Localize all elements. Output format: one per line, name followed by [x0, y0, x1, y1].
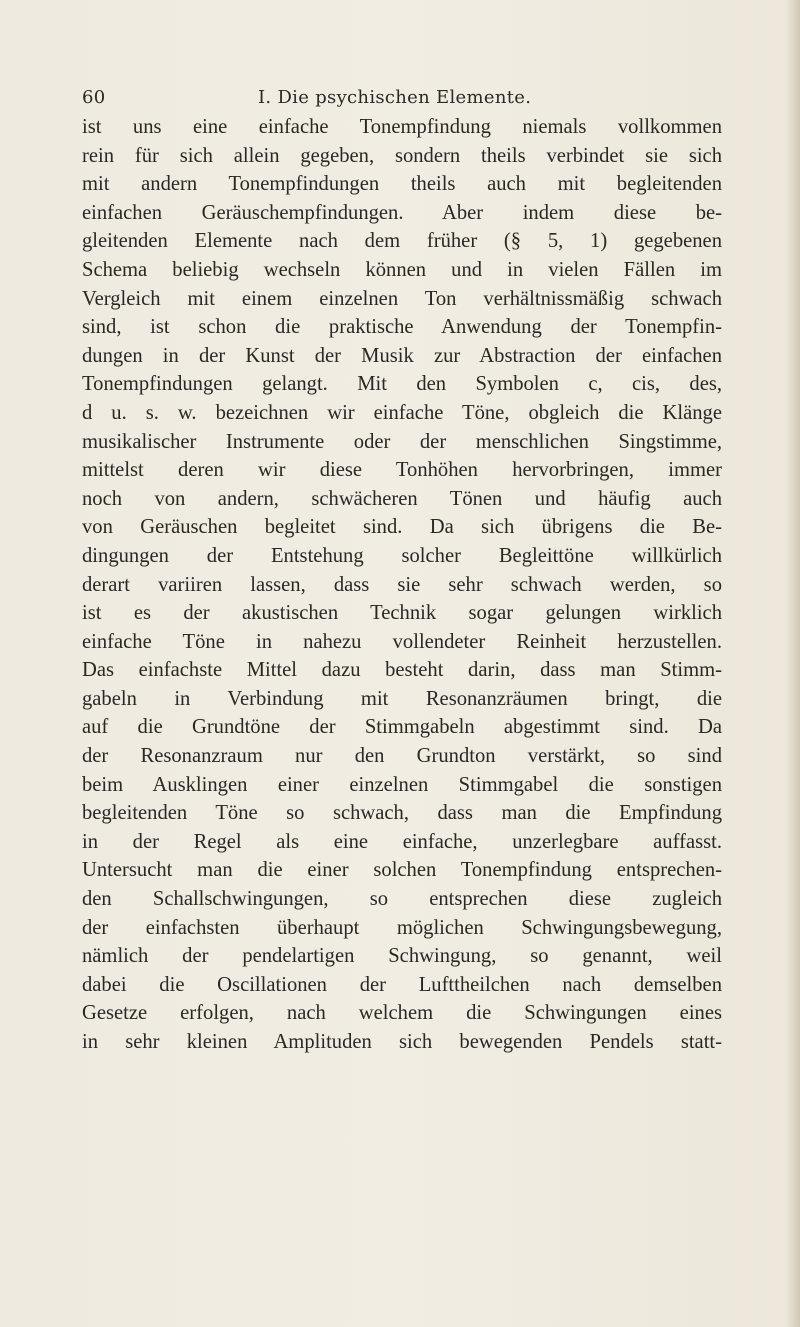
- text-line: derart variiren lassen, dass sie sehr schwach werden, so: [82, 573, 722, 596]
- text-line: gabeln in Verbindung mit Resonanzräumen bringt, die: [82, 687, 722, 710]
- text-line: mit andern Tonempfindungen theils auch mit begleitenden: [82, 173, 722, 196]
- text-line: sind, ist schon die praktische Anwendung der Tonempfin-: [82, 316, 722, 339]
- text-line: mittelst deren wir diese Tonhöhen hervorbringen, immer: [82, 459, 722, 482]
- text-line: nämlich der pendelartigen Schwingung, so genannt, weil: [82, 945, 722, 968]
- page-header: [82, 87, 722, 111]
- text-line: musikalischer Instrumente oder der menschlichen Singstimme,: [82, 430, 722, 453]
- text-line: d u. s. w. bezeichnen wir einfache Töne, obgleich die Klänge: [82, 401, 722, 424]
- text-line: der einfachsten überhaupt möglichen Schwingungsbewegung,: [82, 916, 722, 939]
- body-text: [82, 113, 722, 1057]
- text-line: gleitenden Elemente nach dem früher (§ 5, 1) gegebenen: [82, 230, 722, 253]
- text-line: dungen in der Kunst der Musik zur Abstraction der einfachen: [82, 344, 722, 367]
- text-line: auf die Grundtöne der Stimmgabeln abgestimmt sind. Da: [82, 716, 722, 739]
- text-line: ist uns eine einfache Tonempfindung niemals vollkommen: [82, 116, 722, 138]
- page-edge-shadow: [786, 0, 800, 1327]
- text-line: noch von andern, schwächeren Tönen und häufig auch: [82, 487, 722, 510]
- text-line: Gesetze erfolgen, nach welchem die Schwingungen eines: [82, 1002, 722, 1025]
- text-line: von Geräuschen begleitet sind. Da sich übrigens die Be-: [82, 516, 722, 539]
- text-line: der Resonanzraum nur den Grundton verstärkt, so sind: [82, 745, 722, 768]
- text-line: begleitenden Töne so schwach, dass man die Empfindung: [82, 802, 722, 825]
- text-line: in der Regel als eine einfache, unzerlegbare auffasst.: [82, 830, 722, 853]
- text-line: Schema beliebig wechseln können und in vielen Fällen im: [82, 258, 722, 281]
- text-line: beim Ausklingen einer einzelnen Stimmgabel die sonstigen: [82, 773, 722, 796]
- text-line: dabei die Oscillationen der Lufttheilchen nach demselben: [82, 973, 722, 996]
- text-line: in sehr kleinen Amplituden sich bewegenden Pendels statt-: [82, 1031, 722, 1053]
- text-line: Vergleich mit einem einzelnen Ton verhältnissmäßig schwach: [82, 287, 722, 310]
- text-line: ist es der akustischen Technik sogar gelungen wirklich: [82, 602, 722, 625]
- text-line: Das einfachste Mittel dazu besteht darin, dass man Stimm-: [82, 659, 722, 682]
- text-line: den Schallschwingungen, so entsprechen diese zugleich: [82, 888, 722, 911]
- running-head: I. Die psychischen Elemente.: [258, 87, 532, 108]
- text-line: dingungen der Entstehung solcher Begleittöne willkürlich: [82, 544, 722, 567]
- text-line: Untersucht man die einer solchen Tonempfindung entsprechen-: [82, 859, 722, 882]
- text-line: einfache Töne in nahezu vollendeter Reinheit herzustellen.: [82, 630, 722, 653]
- text-line: einfachen Geräuschempfindungen. Aber indem diese be-: [82, 201, 722, 224]
- page-number: 60: [82, 87, 106, 108]
- text-line: Tonempfindungen gelangt. Mit den Symbolen c, cis, des,: [82, 373, 722, 396]
- text-line: rein für sich allein gegeben, sondern theils verbindet sie sich: [82, 144, 722, 167]
